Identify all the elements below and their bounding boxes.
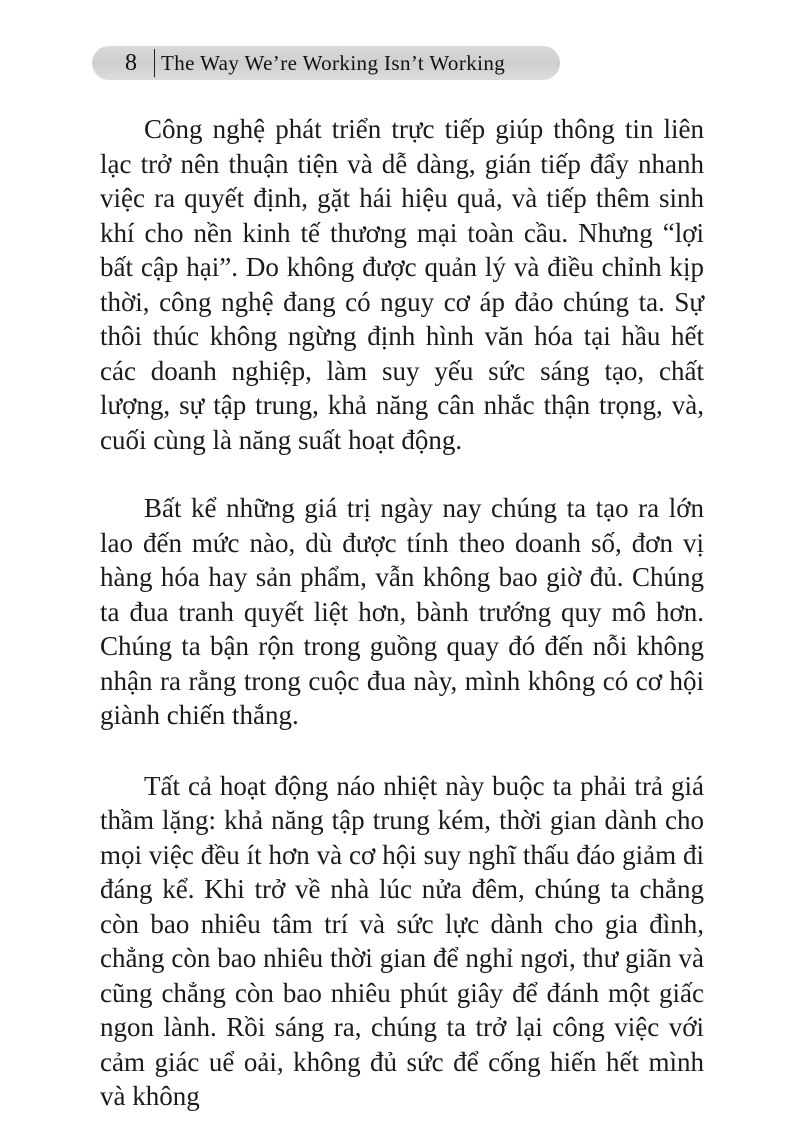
page-number: 8: [125, 49, 137, 76]
header-divider: [154, 49, 155, 77]
running-header: [92, 46, 560, 80]
paragraph-1: Công nghệ phát triển trực tiếp giúp thông tin liên lạc trở nên thuận tiện và dễ dàng, gián tiếp đẩy nhanh việc ra quyết định, gặt hái hiệu quả, và tiếp thêm sinh khí cho nền kinh tế thương mại toàn cầu. Nhưng “lợi bất cập hại”. Do không được quản lý và điều chỉnh kịp thời, công nghệ đang có nguy cơ áp đảo chúng ta. Sự thôi thúc không ngừng định hình văn hóa tại hầu hết các doanh nghiệp, làm suy yếu sức sáng tạo, chất lượng, sự tập trung, khả năng cân nhắc thận trọng, và, cuối cùng là năng suất hoạt động.: [100, 114, 704, 455]
body-text: [100, 112, 704, 1148]
paragraph-3: Tất cả hoạt động náo nhiệt này buộc ta phải trả giá thầm lặng: khả năng tập trung kém, thời gian dành cho mọi việc đều ít hơn và cơ hội suy nghĩ thấu đáo giảm đi đáng kể. Khi trở về nhà lúc nửa đêm, chúng ta chẳng còn bao nhiêu tâm trí và sức lực dành cho gia đình, chẳng còn bao nhiêu thời gian để nghỉ ngơi, thư giãn và cũng chẳng còn bao nhiêu phút giây để đánh một giấc ngon lành. Rồi sáng ra, chúng ta trở lại công việc với cảm giác uể oải, không đủ sức để cống hiến hết mình và không: [100, 770, 704, 1111]
running-title: The Way We’re Working Isn’t Working: [161, 50, 506, 75]
paragraph-2: Bất kể những giá trị ngày nay chúng ta tạo ra lớn lao đến mức nào, dù được tính theo doanh số, đơn vị hàng hóa hay sản phẩm, vẫn không bao giờ đủ. Chúng ta đua tranh quyết liệt hơn, bành trướng quy mô hơn. Chúng ta bận rộn trong guồng quay đó đến nỗi không nhận ra rằng trong cuộc đua này, mình không có cơ hội giành chiến thắng.: [100, 493, 704, 730]
